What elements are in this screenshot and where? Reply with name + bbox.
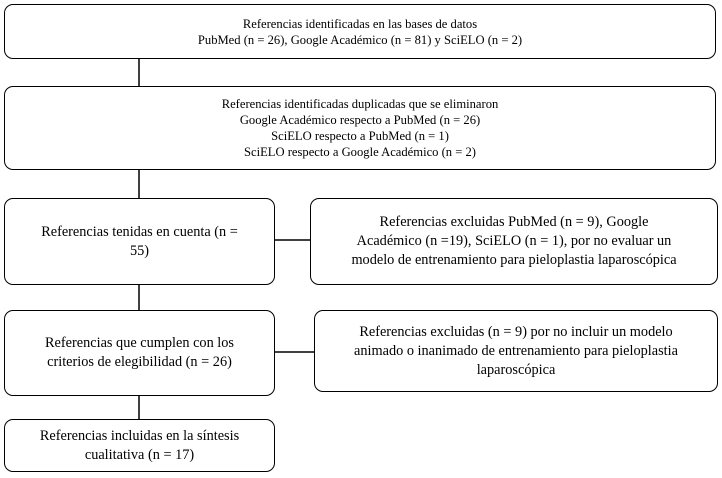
- box-excluded-1: [310, 198, 718, 285]
- box-excluded-2: [314, 310, 718, 392]
- box-eligible-line-1: Referencias que cumplen con los: [45, 335, 234, 351]
- box-eligible-line-2: criterios de elegibilidad (n = 26): [47, 354, 232, 370]
- box-included-line-1: Referencias incluidas en la síntesis: [39, 427, 240, 444]
- box-duplicates: [4, 86, 716, 170]
- box-considered: [4, 198, 275, 285]
- box-duplicates-line-4: SciELO respecto a Google Académico (n = 2): [244, 145, 476, 159]
- box-considered-line-1: Referencias tenidas en cuenta (n =: [41, 223, 238, 240]
- box-duplicates-line-2: Google Académico respecto a PubMed (n = 26): [239, 113, 481, 127]
- box-included: [4, 419, 275, 472]
- box-excluded-2-line-3: laparoscópica: [476, 361, 556, 378]
- box-excluded-2-line-2: animado o inanimado de entrenamiento para pieloplastia: [354, 342, 678, 359]
- box-duplicates-line-3: SciELO respecto a PubMed (n = 1): [271, 129, 449, 143]
- box-excluded-1-line-1: Referencias excluidas PubMed (n = 9), Google: [379, 214, 649, 230]
- box-excluded-1-line-3: modelo de entrenamiento para pieloplastia laparoscópica: [351, 252, 677, 268]
- box-duplicates-line-1: Referencias identificadas duplicadas que se eliminaron: [221, 97, 499, 111]
- box-included-line-2: cualitativa (n = 17): [84, 446, 195, 463]
- box-considered-line-2: 55): [129, 242, 150, 259]
- box-excluded-1-line-2: Académico (n =19), SciELO (n = 1), por no evaluar un: [356, 233, 672, 249]
- box-identified-line-2: PubMed (n = 26), Google Académico (n = 81) y SciELO (n = 2): [197, 32, 523, 47]
- box-identified-line-1: Referencias identificadas en las bases de datos: [242, 16, 478, 31]
- box-identified: [4, 4, 716, 59]
- box-excluded-2-line-1: Referencias excluidas (n = 9) por no incluir un modelo: [359, 323, 673, 340]
- box-eligible: [4, 310, 275, 396]
